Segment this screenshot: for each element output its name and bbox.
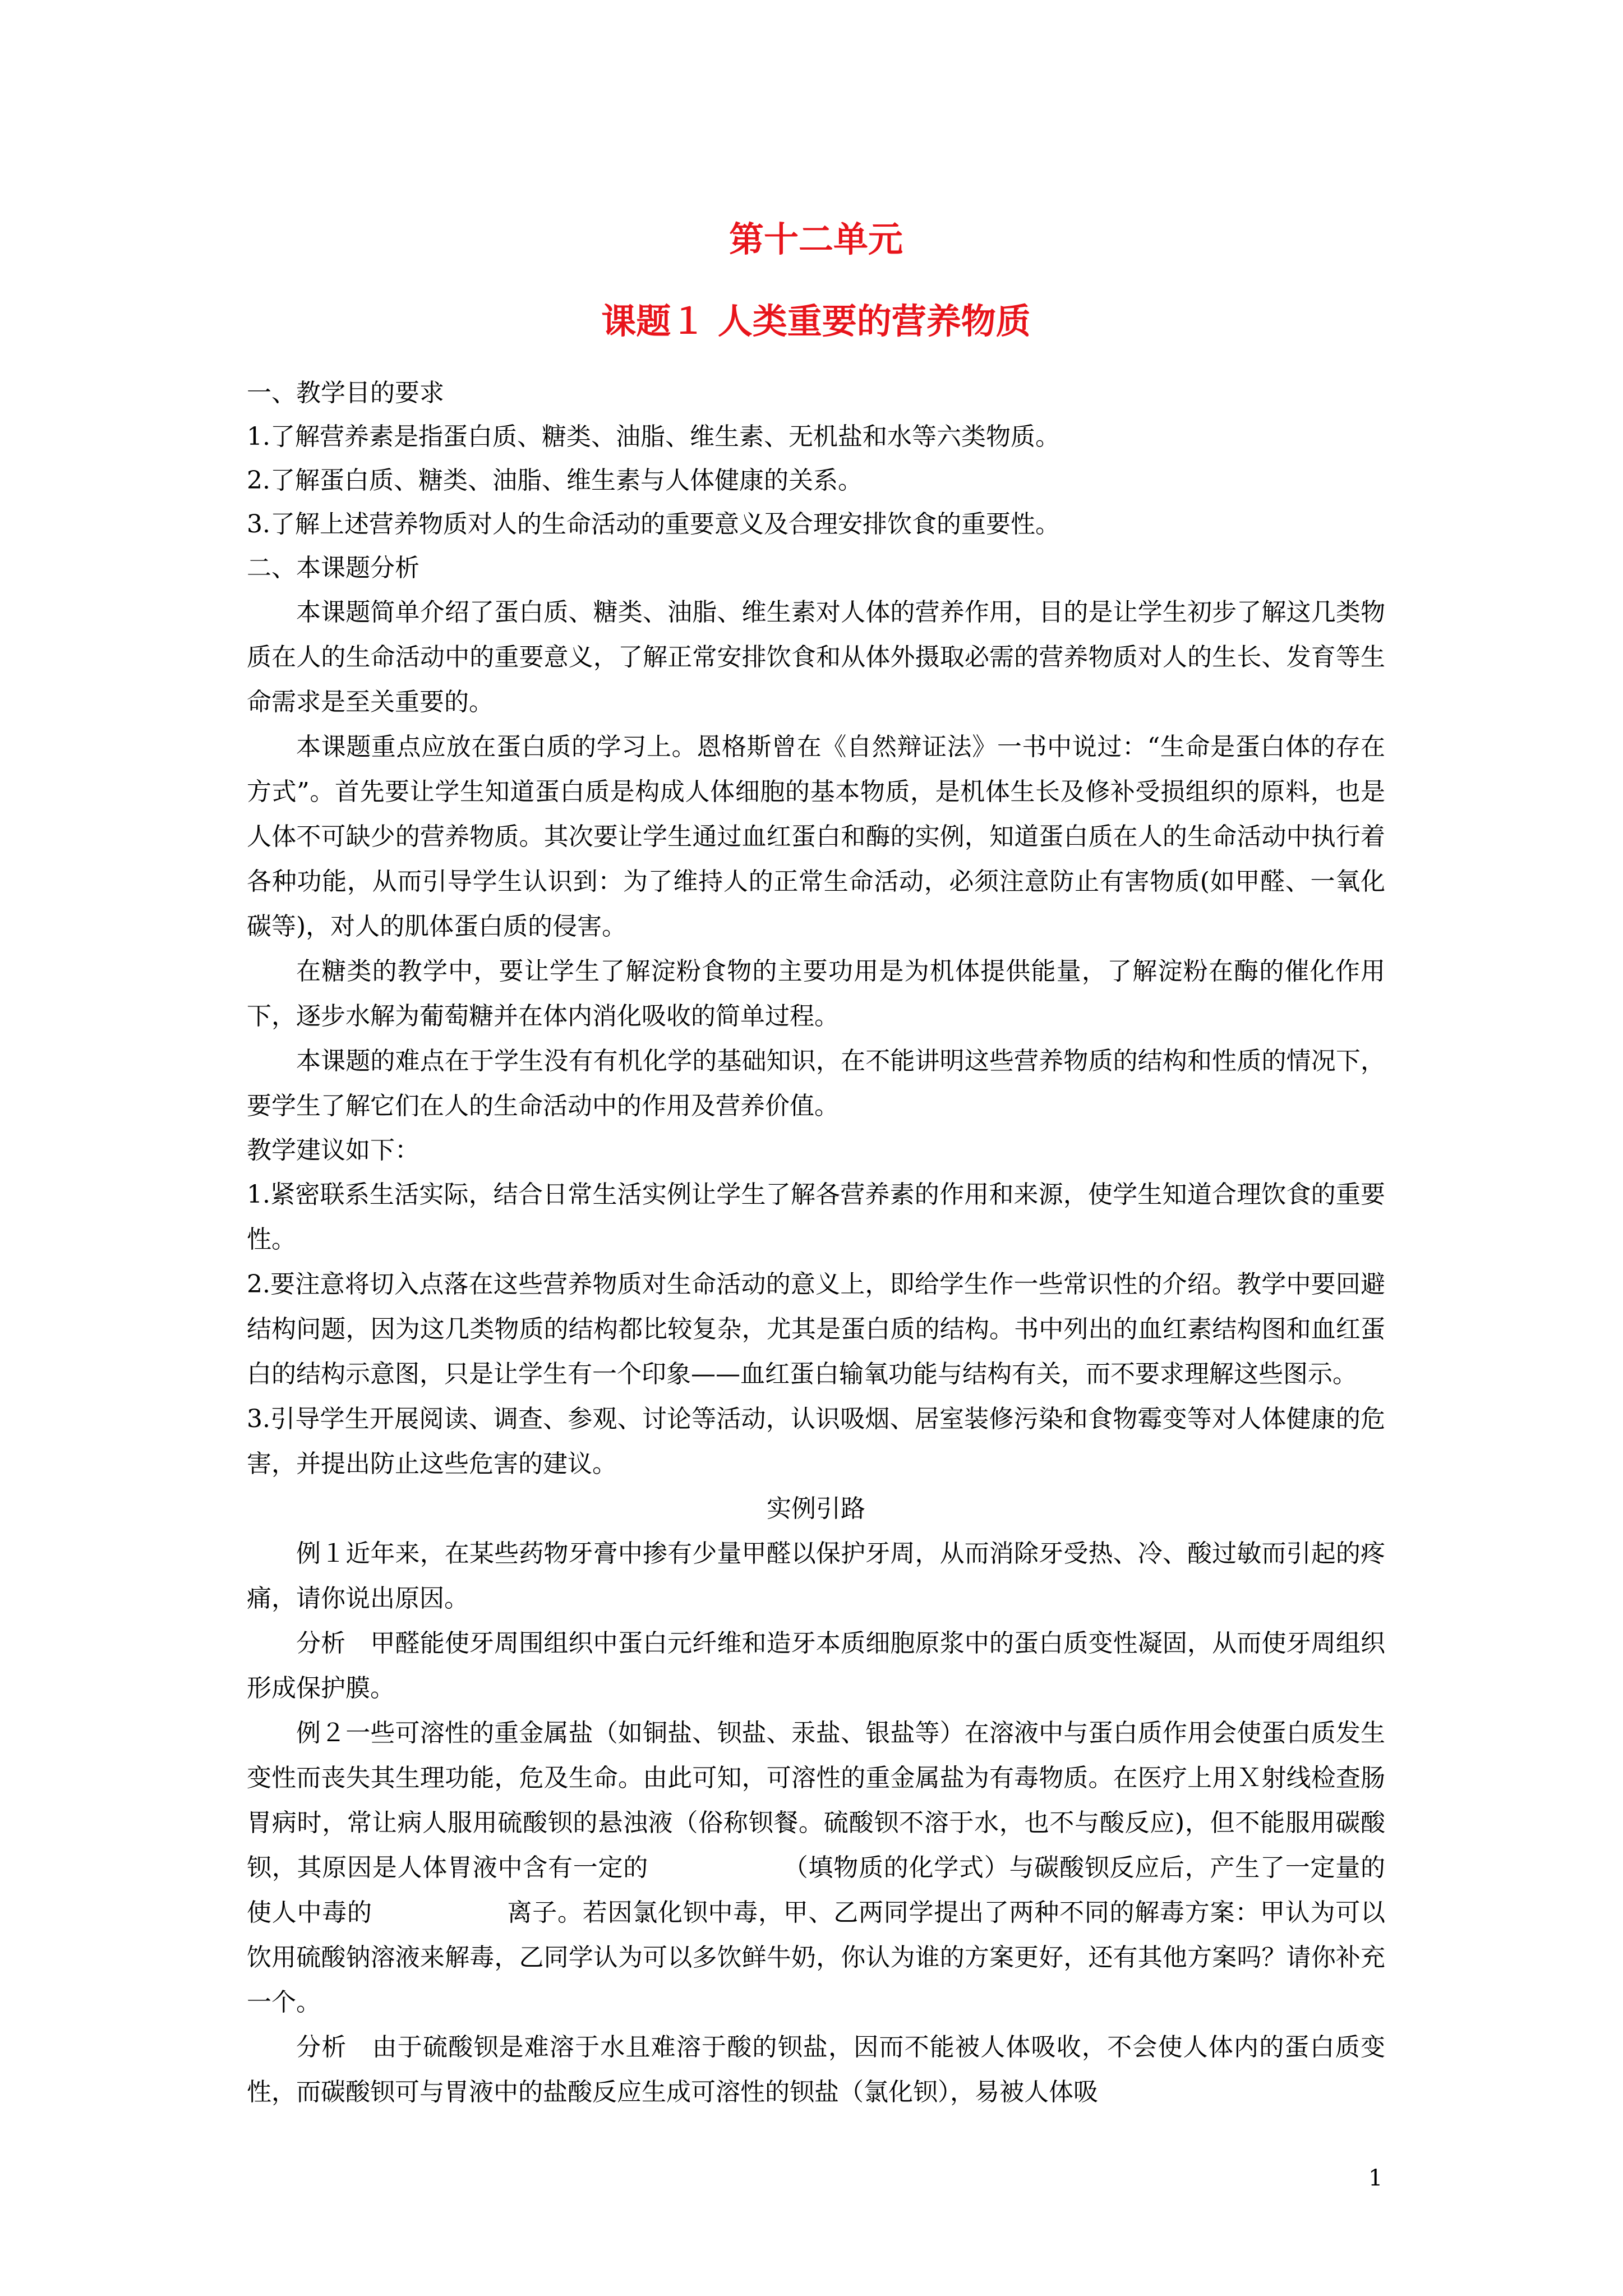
example-2-text: （填物质的化学式）与碳酸钡反应后，产生了一定量的使人中毒的 <box>247 1853 1385 1927</box>
analysis-paragraph: 在糖类的教学中，要让学生了解淀粉食物的主要功用是为机体提供能量，了解淀粉在酶的催化作用下，逐步水解为葡萄糖并在体内消化吸收的简单过程。 <box>247 957 1385 1030</box>
section1-heading: 一、教学目的要求 <box>247 379 444 407</box>
section2-heading: 二、本课题分析 <box>247 554 419 582</box>
objective-item: 2.了解蛋白质、糖类、油脂、维生素与人体健康的关系。 <box>247 466 863 495</box>
example-2-text: 离子。若因氯化钡中毒，甲、乙两同学提出了两种不同的解毒方案：甲认为可以饮用硫酸钠溶液来解毒，乙同学认为可以多饮鲜牛奶，你认为谁的方案更好，还有其他方案吗？请你补充一个。 <box>247 1898 1385 2017</box>
analysis-paragraph: 本课题简单介绍了蛋白质、糖类、油脂、维生素对人体的营养作用，目的是让学生初步了解这几类物质在人的生命活动中的重要意义，了解正常安排饮食和从体外摄取必需的营养物质对人的生长、发育等生命需求是至关重要的。 <box>247 598 1385 716</box>
analysis-paragraph: 本课题的难点在于学生没有有机化学的基础知识，在不能讲明这些营养物质的结构和性质的情况下，要学生了解它们在人的生命活动中的作用及营养价值。 <box>247 1047 1385 1120</box>
example-2 <box>247 1711 1385 2025</box>
objective-item: 3.了解上述营养物质对人的生命活动的重要意义及合理安排饮食的重要性。 <box>247 510 1060 539</box>
lesson-title: 课题１ 人类重要的营养物质 <box>601 301 1031 342</box>
unit-title: 第十二单元 <box>728 219 903 260</box>
objective-item: 1.了解营养素是指蛋白质、糖类、油脂、维生素、无机盐和水等六类物质。 <box>247 422 1060 451</box>
suggestion-item: 3.引导学生开展阅读、调查、参观、讨论等活动，认识吸烟、居室装修污染和食物霉变等对人体健康的危害，并提出防止这些危害的建议。 <box>247 1405 1385 1478</box>
suggestions-heading: 教学建议如下： <box>247 1136 419 1165</box>
document-page <box>247 202 1385 2115</box>
suggestion-item: 1.紧密联系生活实际，结合日常生活实例让学生了解各营养素的作用和来源，使学生知道合理饮食的重要性。 <box>247 1180 1385 1254</box>
suggestion-item: 2.要注意将切入点落在这些营养物质对生命活动的意义上，即给学生作一些常识性的介绍。教学中要回避结构问题，因为这几类物质的结构都比较复杂，尤其是蛋白质的结构。书中列出的血红素结构图和血红蛋白的结构示意图，只是让学生有一个印象——血红蛋白输氧功能与结构有关，而不要求理解这些图示。 <box>247 1270 1385 1388</box>
example-1: 例１近年来，在某些药物牙膏中掺有少量甲醛以保护牙周，从而消除牙受热、冷、酸过敏而引起的疼痛，请你说出原因。 <box>247 1539 1385 1613</box>
example-1-analysis: 分析 甲醛能使牙周围组织中蛋白元纤维和造牙本质细胞原浆中的蛋白质变性凝固，从而使牙周组织形成保护膜。 <box>247 1629 1385 1703</box>
analysis-paragraph: 本课题重点应放在蛋白质的学习上。恩格斯曾在《自然辩证法》一书中说过：“生命是蛋白体的存在方式”。首先要让学生知道蛋白质是构成人体细胞的基本物质，是机体生长及修补受损组织的原料，也是人体不可缺少的营养物质。其次要让学生通过血红蛋白和酶的实例，知道蛋白质在人的生命活动中执行着各种功能，从而引导学生认识到：为了维持人的正常生命活动，必须注意防止有害物质(如甲醛、一氧化碳等)，对人的肌体蛋白质的侵害。 <box>247 733 1385 941</box>
page-number: 1 <box>1368 2165 1383 2191</box>
example-2-analysis: 分析 由于硫酸钡是难溶于水且难溶于酸的钡盐，因而不能被人体吸收，不会使人体内的蛋白质变性，而碳酸钡可与胃液中的盐酸反应生成可溶性的钡盐（氯化钡），易被人体吸 <box>247 2033 1385 2106</box>
examples-heading: 实例引路 <box>767 1494 865 1523</box>
example-2-text: 例２一些可溶性的重金属盐（如铜盐、钡盐、汞盐、银盐等）在溶液中与蛋白质作用会使蛋白质发生变性而丧失其生理功能，危及生命。由此可知，可溶性的重金属盐为有毒物质。在医疗上用Ｘ射线检查肠胃病时，常让病人服用硫酸钡的悬浊液（俗称钡餐。硫酸钡不溶于水，也不与酸反应)，但不能服用碳酸钡，其原因是人体胃液中含有一定的 <box>247 1719 1385 1882</box>
